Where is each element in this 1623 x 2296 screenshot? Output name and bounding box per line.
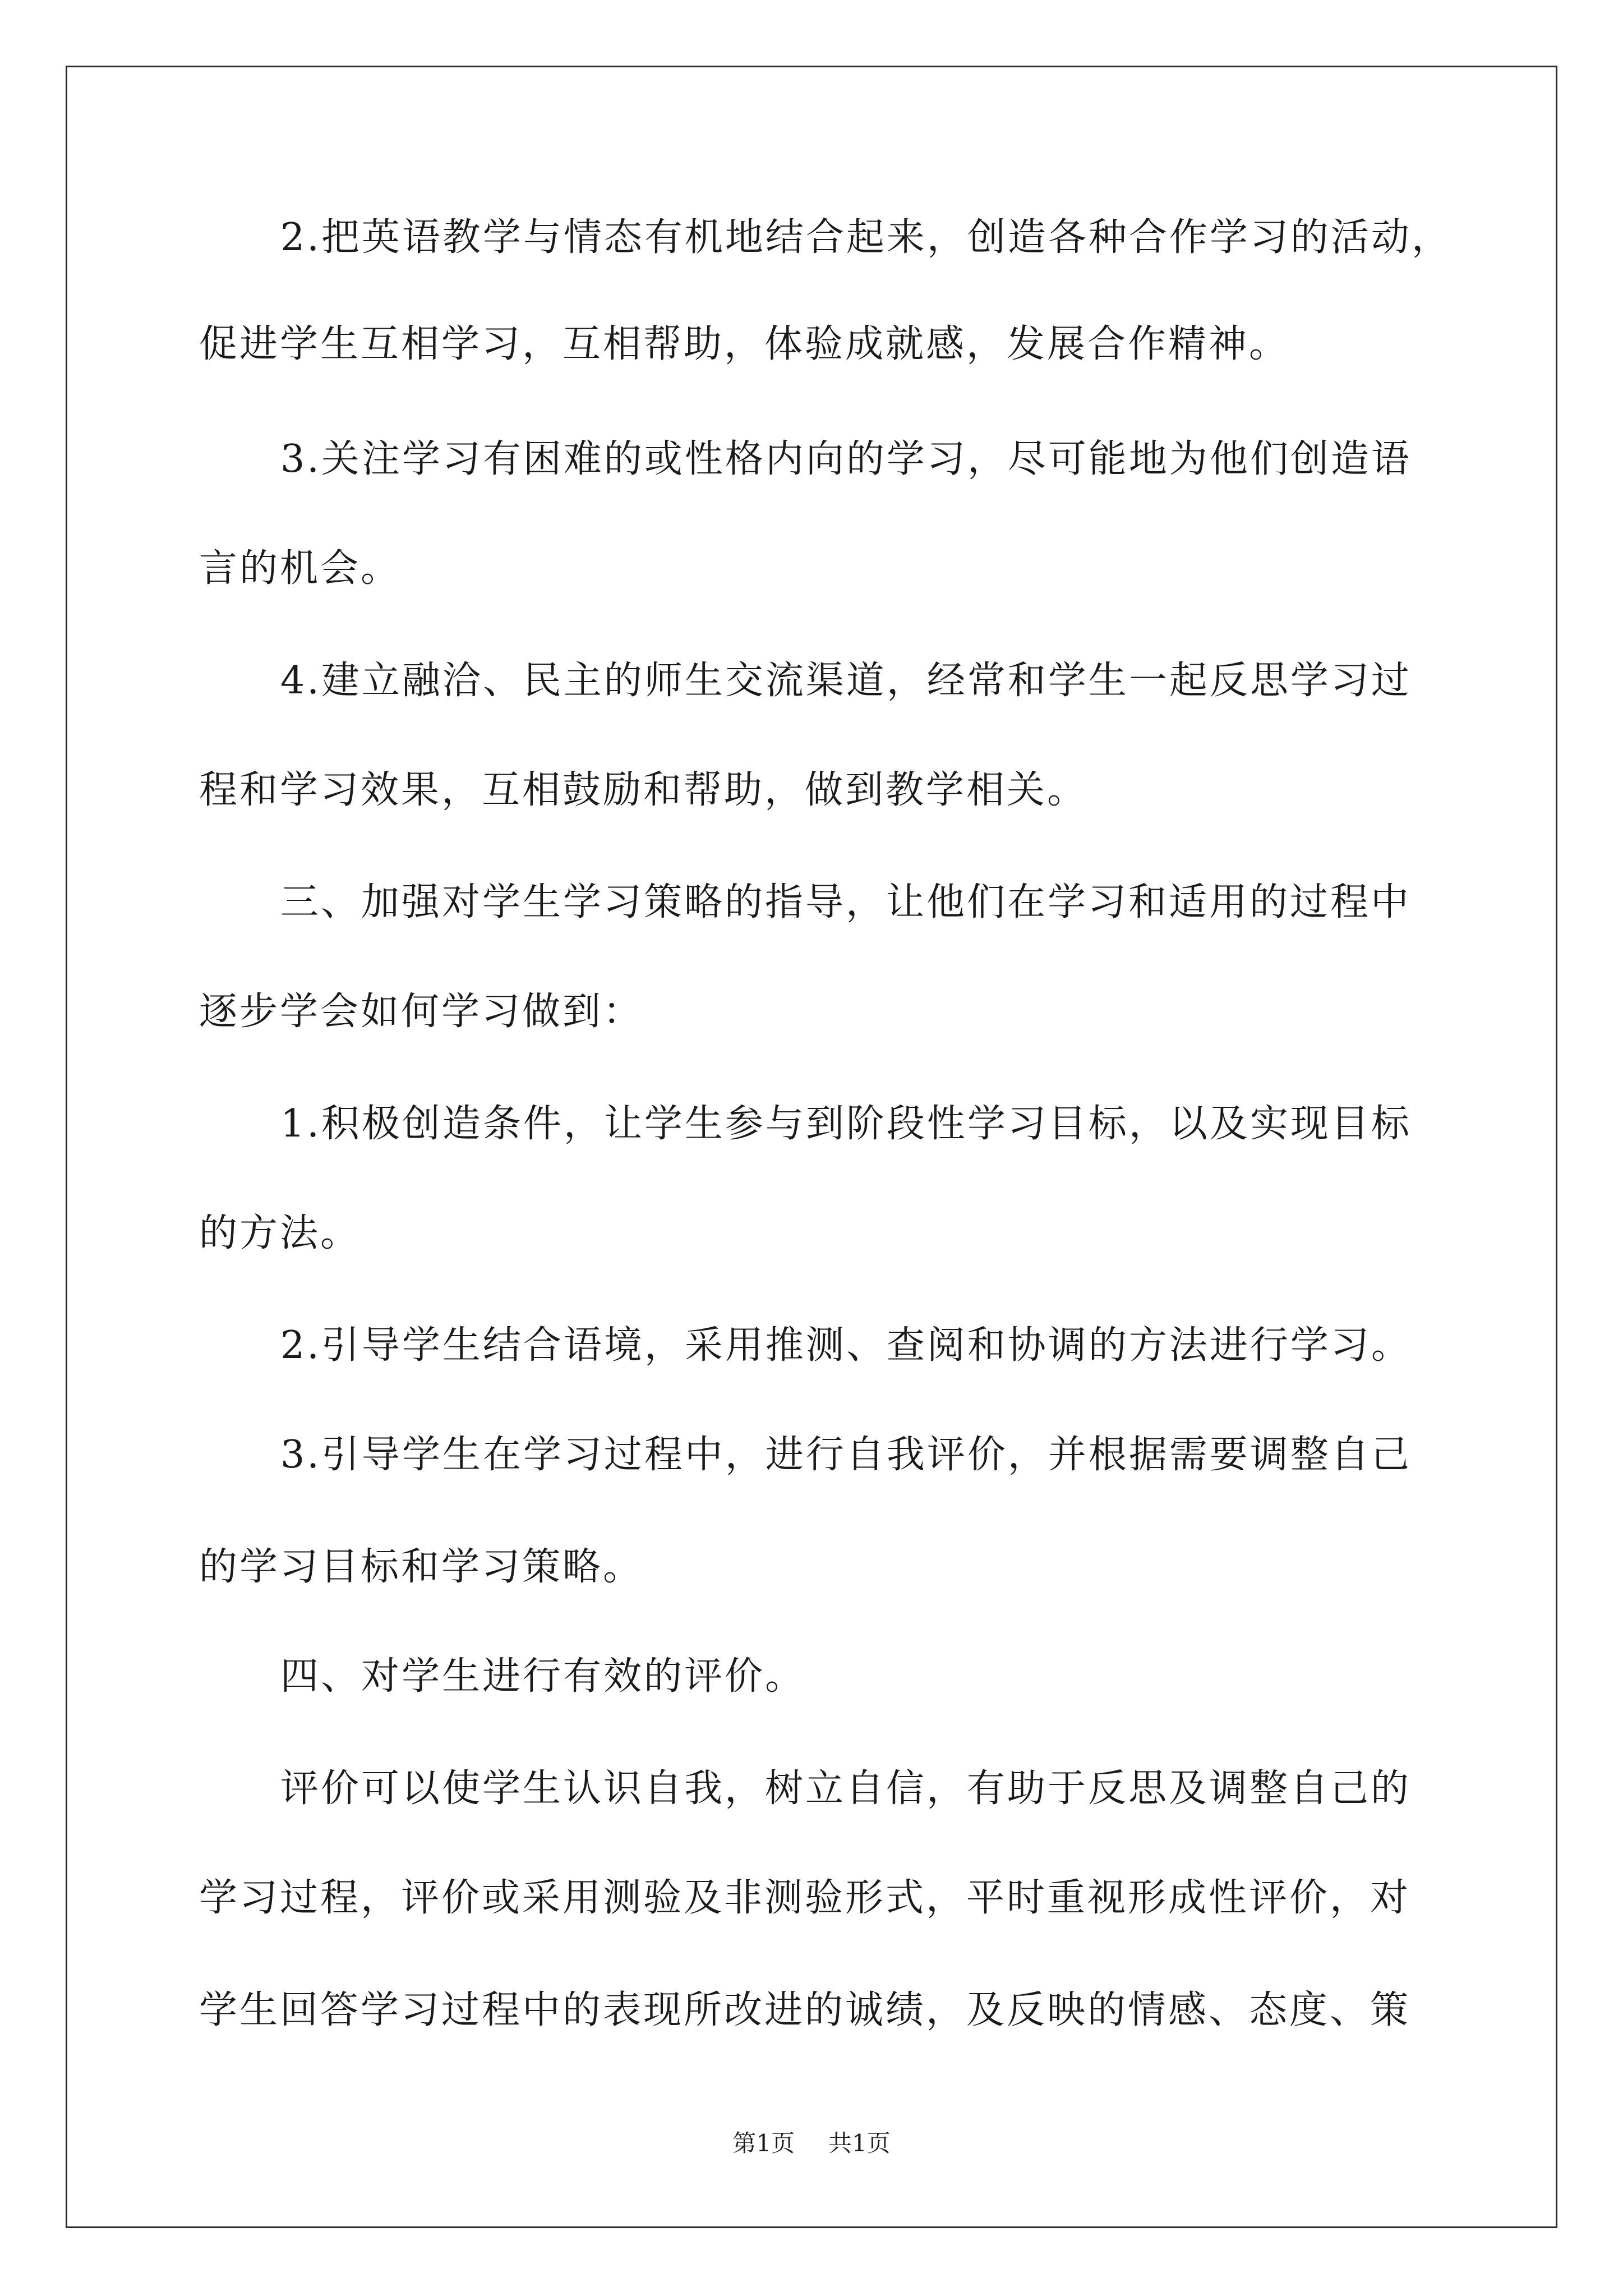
paragraph-line: 2.引导学生结合语境，采用推测、查阅和协调的方法进行学习。 — [280, 1323, 1412, 1368]
page-footer — [0, 2129, 1623, 2157]
paragraph-line: 的方法。 — [199, 1211, 361, 1255]
paragraph-line: 促进学生互相学习，互相帮助，体验成就感，发展合作精神。 — [199, 322, 1290, 366]
paragraph-line: 2.把英语教学与情态有机地结合起来，创造各种合作学习的活动， — [280, 215, 1452, 260]
paragraph-line: 程和学习效果，互相鼓励和帮助，做到教学相关。 — [199, 768, 1088, 812]
page-number: 第1页 — [732, 2129, 795, 2157]
section-heading-line: 三、加强对学生学习策略的指导，让他们在学习和适用的过程中 — [280, 880, 1412, 924]
paragraph-line: 1.积极创造条件，让学生参与到阶段性学习目标，以及实现目标 — [280, 1102, 1412, 1146]
paragraph-line: 学习过程，评价或采用测验及非测验形式，平时重视形成性评价，对 — [199, 1876, 1411, 1920]
section-heading-line: 逐步学会如何学习做到： — [199, 990, 644, 1034]
paragraph-line: 3.引导学生在学习过程中，进行自我评价，并根据需要调整自己 — [280, 1433, 1412, 1477]
paragraph-line: 4.建立融洽、民主的师生交流渠道，经常和学生一起反思学习过 — [280, 659, 1412, 703]
paragraph-line: 评价可以使学生认识自我，树立自信，有助于反思及调整自己的 — [280, 1766, 1412, 1811]
paragraph-line: 学生回答学习过程中的表现所改进的诚绩，及反映的情感、态度、策 — [199, 1988, 1411, 2032]
paragraph-line: 3.关注学习有困难的或性格内向的学习，尽可能地为他们创造语 — [280, 437, 1412, 481]
page-total: 共1页 — [828, 2129, 891, 2157]
paragraph-line: 的学习目标和学习策略。 — [199, 1545, 644, 1589]
paragraph-line: 言的机会。 — [199, 546, 402, 591]
section-heading-line: 四、对学生进行有效的评价。 — [280, 1654, 806, 1699]
